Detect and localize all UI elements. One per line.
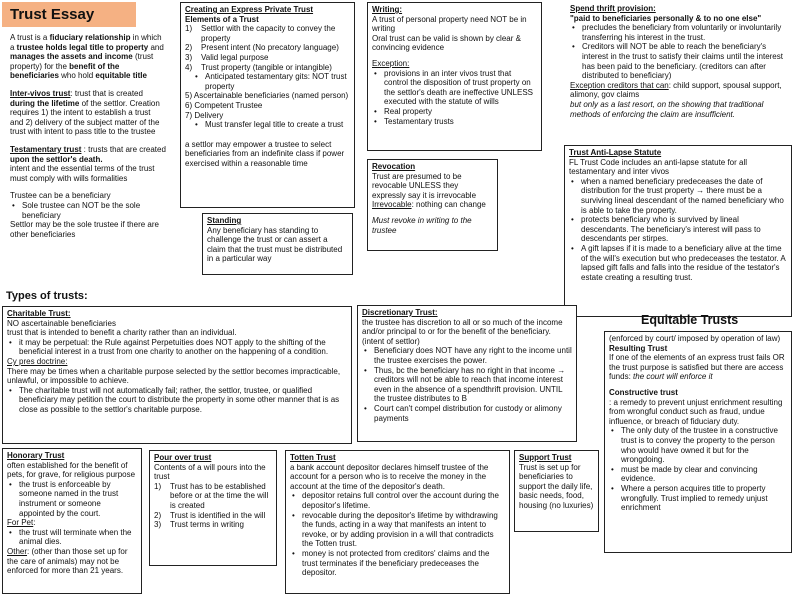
trustee-beneficiary-line: Trustee can be a beneficiary bbox=[10, 191, 111, 201]
spendthrift-quote: "paid to beneficiaries personally & to no one else" bbox=[570, 13, 762, 23]
constructive-text: : a remedy to prevent unjust enrichment resulting from wrongful conduct such as fraud, undue influence, or breach of fiduciary duty. bbox=[609, 397, 783, 426]
trust-definition: A trust is a fiduciary relationship in which a trustee holds legal title to property and manages the assets and income (trust property) for the benefit of the beneficiaries who hold equitable title bbox=[10, 33, 164, 81]
charitable-heading: Charitable Trust: bbox=[7, 309, 71, 318]
cypres-text: There may be times when a charitable purpose selected by the settlor becomes impracticable, unlawful, or impossible to achieve. bbox=[7, 366, 341, 386]
creating-trust-box bbox=[180, 2, 355, 208]
irrevocable-line: Irrevocable: nothing can change bbox=[372, 200, 486, 210]
writing-box bbox=[367, 2, 542, 151]
pourover-item: 3) Trust terms in writing bbox=[154, 520, 272, 530]
charitable-line1: NO ascertainable beneficiaries bbox=[7, 318, 116, 328]
charitable-line2: trust that is intended to benefit a charity rather than an individual. bbox=[7, 328, 237, 338]
element-item-6: 6) Competent Trustee bbox=[185, 100, 263, 110]
standing-heading: Standing bbox=[207, 216, 242, 225]
antilapse-heading: Trust Anti-Lapse Statute bbox=[569, 148, 662, 157]
support-heading: Support Trust bbox=[519, 453, 572, 462]
spendthrift-heading: Spend thrift provision: bbox=[570, 4, 656, 13]
constructive-bullet: • The only duty of the trustee in a constructive trust is to convey the property to the person who would have owned it but for the wrongdoing. bbox=[609, 426, 787, 464]
discretionary-bullet: • Beneficiary does NOT have any right to the income until the trustee exercises the power. bbox=[362, 346, 572, 365]
antilapse-bullet: • protects beneficiary who is survived by lineal descendants. The beneficiary's interest will pass to descendants per stirpes. bbox=[569, 215, 787, 244]
honorary-box bbox=[2, 448, 142, 594]
totten-bullet: • depositor retains full control over the account during the depositor's lifetime. bbox=[290, 491, 505, 510]
exception-bullet: • Real property bbox=[372, 107, 537, 117]
honorary-text: often established for the benefit of pets, for grave, for religious purpose bbox=[7, 460, 136, 480]
power-text: a settlor may empower a trustee to select beneficiaries from an indefinite class if power exercised within a reasonable time bbox=[185, 139, 345, 168]
discretionary-bullet: • Thus, bc the beneficiary has no right in that income → creditors will not be able to reach that income interest even in the absence of a spendthrift provision. UNTIL the trustee distributes to B bbox=[362, 366, 572, 404]
equitable-line1: (enforced by court/ imposed by operation of law) bbox=[609, 334, 781, 343]
title-banner bbox=[2, 2, 136, 27]
antilapse-bullet: • when a named beneficiary predeceases the date of distribution for the trust property → there must be a surviving lineal descendant of the named beneficiary who is able to take the property. bbox=[569, 177, 787, 215]
pourover-box bbox=[149, 450, 277, 566]
intro-box bbox=[2, 31, 174, 270]
perpetual-bullet: • it may be perpetual: the Rule against Perpetuities does NOT apply to the shifting of the beneficial interest in a trust from one charity to another on the happening of a condition. bbox=[7, 338, 347, 357]
element-item: 2) Present intent (No precatory language) bbox=[185, 43, 350, 53]
pourover-text: Contents of a will pours into the trust bbox=[154, 462, 266, 482]
exception-heading: Exception: bbox=[372, 58, 410, 68]
spendthrift-bullet: • precludes the beneficiary from voluntarily or involuntarily transferring his interest in the trust. bbox=[570, 23, 788, 42]
charitable-box bbox=[2, 306, 352, 444]
settlor-line: Settlor may be the sole trustee if there are other beneficiaries bbox=[10, 220, 159, 239]
constructive-bullet: • must be made by clear and convincing evidence. bbox=[609, 465, 787, 484]
writing-line1: A trust of personal property need NOT be in writing bbox=[372, 14, 527, 34]
constructive-bullet: • Where a person acquires title to property wrongfully. Trust implied to remedy unjust enrichment bbox=[609, 484, 787, 513]
testamentary-formalities: intent and the essential terms of the trust must comply with wills formalities bbox=[10, 164, 155, 183]
standing-text: Any beneficiary has standing to challenge the trust or can assert a claim that the trust must be distributed in a particular way bbox=[207, 225, 343, 264]
discretionary-text: the trustee has discretion to all or so much of the income and/or principal to or for the benefit of the beneficiary. (intent of settlor) bbox=[362, 317, 563, 346]
discretionary-heading: Discretionary Trust: bbox=[362, 308, 438, 317]
revocation-heading: Revocation bbox=[372, 162, 416, 171]
legal-title-bullet: • Must transfer legal title to create a trust bbox=[193, 120, 350, 130]
elements-subheading: Elements of a Trust bbox=[185, 14, 259, 24]
element-item: 3) Valid legal purpose bbox=[185, 53, 350, 63]
element-item-5: 5) Ascertainable beneficiaries (named person) bbox=[185, 91, 349, 101]
totten-bullet: • money is not protected from creditors' claims and the trust terminates if the beneficiary predeceases the depositor. bbox=[290, 549, 505, 578]
revocation-text: Trust are presumed to be revocable UNLESS they expressly say it is irrevocable bbox=[372, 171, 477, 200]
last-resort-text: but only as a last resort, on the showing that traditional methods of enforcing the claim are insufficient. bbox=[570, 99, 764, 119]
spendthrift-box bbox=[566, 2, 792, 141]
other-line: Other: (other than those set up for the care of animals) may not be enforced for more than 21 years. bbox=[7, 546, 128, 576]
page-title: Trust Essay bbox=[10, 6, 95, 23]
equitable-trusts-label: Equitable Trusts bbox=[641, 313, 739, 327]
sole-trustee-bullet: • Sole trustee can NOT be the sole beneficiary bbox=[10, 201, 166, 220]
cypres-bullet: • The charitable trust will not automatically fail; rather, the settlor, trustee, or qualified beneficiary may petition the court to distribute the property in some other manner that is as close as possible to the settlor's charitable purpose. bbox=[7, 386, 347, 415]
pourover-item: 2) Trust is identified in the will bbox=[154, 511, 272, 521]
spendthrift-bullet: • Creditors will NOT be able to reach the beneficiary's interest in the trust to satisfy their claims until the interest has been paid to the beneficiary. (creditors can after distributed to beneficiary) bbox=[570, 42, 788, 80]
creating-heading: Creating an Express Private Trust bbox=[185, 5, 314, 14]
standing-box bbox=[202, 213, 353, 275]
antilapse-intro: FL Trust Code includes an anti-lapse statute for all testamentary and inter vivos bbox=[569, 157, 748, 177]
pourover-heading: Pour over trust bbox=[154, 453, 212, 462]
writing-heading: Writing: bbox=[372, 5, 403, 14]
support-text: Trust is set up for beneficiaries to support the daily life, basic needs, food, housing (no luxuries) bbox=[519, 462, 594, 510]
totten-box bbox=[285, 450, 510, 594]
revocation-box bbox=[367, 159, 498, 251]
testamentary-definition: Testamentary trust : trusts that are created upon the settlor's death. bbox=[10, 144, 166, 164]
inter-vivos-definition: Inter-vivos trust: trust that is created during the lifetime of the settlor. Creation requires 1) the intent to establish a trust and 2) delivery of the subject matter of the trust with intent to pass title to the trustee bbox=[10, 88, 160, 137]
cypres-heading: Cy pres doctrine: bbox=[7, 356, 68, 366]
equitable-box bbox=[604, 331, 792, 553]
element-item: 1) Settlor with the capacity to convey the property bbox=[185, 24, 350, 43]
totten-heading: Totten Trust bbox=[290, 453, 336, 462]
exception-bullet: • provisions in an inter vivos trust that control the disposition of trust property on the settlor's death are ineffective UNLESS executed with the statute of wills bbox=[372, 69, 537, 107]
discretionary-bullet: • Court can't compel distribution for custody or alimony payments bbox=[362, 404, 572, 423]
honorary-bullet: • the trust will terminate when the animal dies. bbox=[7, 528, 137, 547]
types-of-trusts-label: Types of trusts: bbox=[6, 290, 88, 302]
resulting-heading: Resulting Trust bbox=[609, 343, 668, 353]
revocation-note: Must revoke in writing to the trustee bbox=[372, 215, 472, 235]
antilapse-bullet: • A gift lapses if it is made to a beneficiary alive at the time of the will's execution but who predeceases the testator. A lapsed gift falls and falls into the residue of the testator's estate creating a resulting trust. bbox=[569, 244, 787, 282]
discretionary-box bbox=[357, 305, 577, 442]
resulting-text: If one of the elements of an express trust fails OR the trust purpose is satisfied but there are access funds: the court will enforce it bbox=[609, 353, 785, 382]
exception-bullet: • Testamentary trusts bbox=[372, 117, 537, 127]
pourover-item: 1) Trust has to be established before or at the time the will is created bbox=[154, 482, 272, 511]
antilapse-box bbox=[564, 145, 792, 317]
totten-text: a bank account depositor declares himself trustee of the account for a person who is to receive the money in the account at the time of the depositor's death. bbox=[290, 462, 489, 491]
honorary-heading: Honorary Trust bbox=[7, 451, 65, 460]
constructive-heading: Constructive trust bbox=[609, 387, 678, 397]
totten-bullet: • revocable during the depositor's lifetime by withdrawing the funds, acting in a way that manifests an intent to revoke, or by adding provision in a will that contradicts the Totten trust. bbox=[290, 511, 505, 549]
honorary-bullet: • the trust is enforceable by someone named in the trust instrument or someone appointed by the court. bbox=[7, 480, 137, 518]
gifts-bullet: • Anticipated testamentary gits: NOT trust property bbox=[193, 72, 350, 91]
writing-line2: Oral trust can be valid is shown by clear & convincing evidence bbox=[372, 33, 521, 53]
element-item-7: 7) Delivery bbox=[185, 110, 224, 120]
pet-line: For Pet: bbox=[7, 518, 36, 528]
element-item: 4) Trust property (tangible or intangible) bbox=[185, 63, 350, 73]
exception-creditors: Exception creditors that can: child support, spousal support, alimony, gov claims bbox=[570, 80, 782, 100]
support-box bbox=[514, 450, 599, 532]
